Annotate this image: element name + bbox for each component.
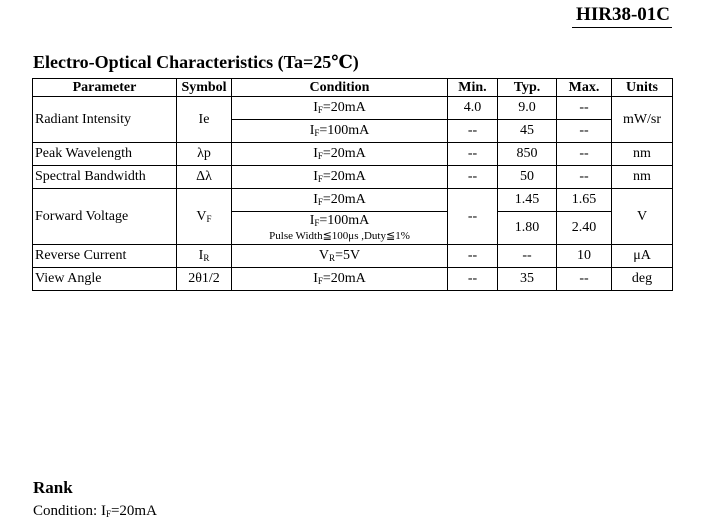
typ-cell: 850 — [498, 143, 557, 166]
document-id: HIR38-01C — [572, 4, 672, 28]
condition-cell: $V_R=5V$ — [232, 245, 448, 268]
typ-cell: 1.80 — [498, 212, 557, 245]
max-cell: -- — [557, 143, 612, 166]
symbol-peak-wavelength: λp — [177, 143, 232, 166]
max-cell: 10 — [557, 245, 612, 268]
table-row — [33, 268, 673, 291]
units-cell: nm — [612, 166, 673, 189]
table-header-row — [33, 79, 673, 97]
typ-cell: 50 — [498, 166, 557, 189]
electro-optical-table — [32, 78, 673, 291]
symbol-forward-voltage: $V_F$ — [177, 189, 232, 245]
header-parameter: Parameter — [33, 79, 177, 97]
min-cell: -- — [448, 143, 498, 166]
symbol-reverse-current: $I_R$ — [177, 245, 232, 268]
symbol-view-angle: 2θ1/2 — [177, 268, 232, 291]
typ-cell: -- — [498, 245, 557, 268]
pulse-note: Pulse Width≦100μs ,Duty≦1% — [269, 230, 410, 242]
min-cell: -- — [448, 120, 498, 143]
header-units: Units — [612, 79, 673, 97]
condition-cell: $I_F=20mA$ — [232, 166, 448, 189]
header-symbol: Symbol — [177, 79, 232, 97]
param-forward-voltage: Forward Voltage — [33, 189, 177, 245]
max-cell: -- — [557, 268, 612, 291]
min-cell: -- — [448, 245, 498, 268]
min-cell: -- — [448, 189, 498, 245]
min-cell: 4.0 — [448, 97, 498, 120]
param-peak-wavelength: Peak Wavelength — [33, 143, 177, 166]
typ-cell: 1.45 — [498, 189, 557, 212]
typ-cell: 9.0 — [498, 97, 557, 120]
rank-condition: Condition: $I_F=20mA$ — [33, 503, 157, 519]
units-cell: nm — [612, 143, 673, 166]
units-forward-voltage: V — [612, 189, 673, 245]
min-cell: -- — [448, 166, 498, 189]
condition-cell: $I_F=100mA$ Pulse Width≦100μs ,Duty≦1% — [232, 212, 448, 245]
header-max: Max. — [557, 79, 612, 97]
max-cell: 2.40 — [557, 212, 612, 245]
param-radiant-intensity: Radiant Intensity — [33, 97, 177, 143]
param-view-angle: View Angle — [33, 268, 177, 291]
symbol-spectral-bandwidth: Δλ — [177, 166, 232, 189]
table-row — [33, 245, 673, 268]
typ-cell: 45 — [498, 120, 557, 143]
header-typ: Typ. — [498, 79, 557, 97]
max-cell: -- — [557, 120, 612, 143]
param-spectral-bandwidth: Spectral Bandwidth — [33, 166, 177, 189]
max-cell: 1.65 — [557, 189, 612, 212]
table-row — [33, 97, 673, 120]
condition-cell: $I_F=100mA$ — [232, 120, 448, 143]
min-cell: -- — [448, 268, 498, 291]
rank-title: Rank — [33, 478, 73, 497]
header-min: Min. — [448, 79, 498, 97]
symbol-radiant-intensity: Ie — [177, 97, 232, 143]
units-cell: μA — [612, 245, 673, 268]
units-radiant-intensity: mW/sr — [612, 97, 673, 143]
max-cell: -- — [557, 97, 612, 120]
section-title: Electro-Optical Characteristics (Ta=25℃) — [33, 52, 359, 72]
condition-cell: $I_F=20mA$ — [232, 143, 448, 166]
typ-cell: 35 — [498, 268, 557, 291]
table-row — [33, 166, 673, 189]
header-condition: Condition — [232, 79, 448, 97]
max-cell: -- — [557, 166, 612, 189]
condition-cell: $I_F=20mA$ — [232, 268, 448, 291]
table-row — [33, 189, 673, 212]
param-reverse-current: Reverse Current — [33, 245, 177, 268]
units-cell: deg — [612, 268, 673, 291]
condition-cell: $I_F=20mA$ — [232, 189, 448, 212]
table-row — [33, 143, 673, 166]
condition-cell: $I_F=20mA$ — [232, 97, 448, 120]
